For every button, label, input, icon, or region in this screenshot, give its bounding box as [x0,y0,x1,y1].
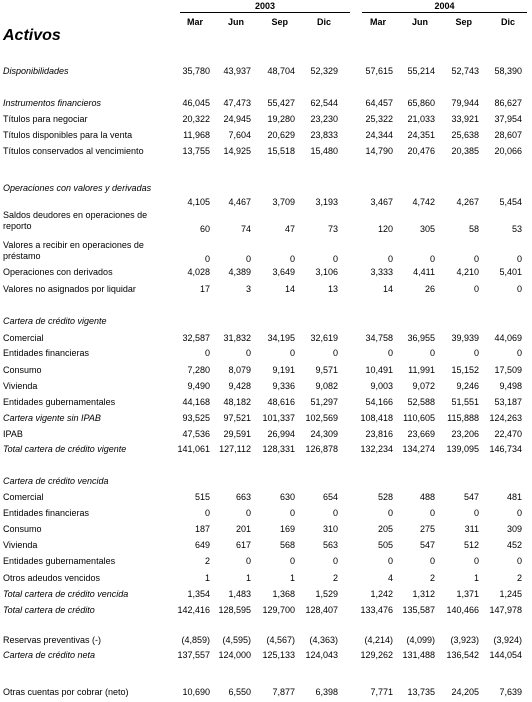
row-value: 617 [235,540,251,550]
row-label: Cartera de crédito neta [3,650,96,660]
month-header-sep-2004: Sep [455,17,472,27]
row-value: 0 [473,284,479,294]
row-value: 9,490 [187,381,210,391]
row-value: 7,604 [228,130,251,140]
row-value: 128,407 [305,605,338,615]
row-value: 10,491 [365,365,393,375]
row-value: 0 [245,254,251,264]
row-label: Otras cuentas por cobrar (neto) [3,687,129,697]
row-value: 1,371 [456,589,479,599]
row-value: 10,690 [182,687,210,697]
row-value: 13,735 [407,687,435,697]
row-value: 0 [473,508,479,518]
row-value: 36,955 [407,333,435,343]
row-value: 1,354 [187,589,210,599]
row-label: Cartera de crédito vencida [3,476,109,486]
row-value: 51,297 [310,397,338,407]
row-value: 515 [194,492,210,502]
row-value: 129,262 [360,650,393,660]
row-value: 52,743 [451,66,479,76]
row-value: 3,709 [272,197,295,207]
row-value: 547 [463,492,479,502]
row-label: Total cartera de crédito vencida [3,589,129,599]
row-value: 65,860 [407,98,435,108]
row-value: 9,072 [412,381,435,391]
row-value: 58 [468,224,479,234]
row-value: 147,978 [489,605,522,615]
row-value: 1,368 [272,589,295,599]
row-value: 46,045 [182,98,210,108]
row-value: 124,000 [218,650,251,660]
row-label: Entidades gubernamentales [3,556,116,566]
row-value: 0 [289,254,295,264]
row-value: (3,924) [493,635,522,645]
row-value: 654 [322,492,338,502]
row-value: 3 [245,284,251,294]
row-value: 34,195 [267,333,295,343]
row-value: 630 [279,492,295,502]
row-value: 47,536 [182,429,210,439]
row-value: 2 [429,573,435,583]
row-value: 32,619 [310,333,338,343]
row-value: 124,043 [305,650,338,660]
row-value: 0 [387,508,393,518]
row-value: 44,069 [494,333,522,343]
row-label: Entidades financieras [3,348,90,358]
row-value: 24,309 [310,429,338,439]
row-value: 3,106 [315,267,338,277]
page-title: Activos [3,27,61,44]
row-value: 58,390 [494,66,522,76]
row-value: 1 [473,573,479,583]
row-value: 5,401 [499,267,522,277]
row-value: 144,054 [489,650,522,660]
row-value: 4,467 [228,197,251,207]
row-value: 3,333 [370,267,393,277]
row-value: 133,476 [360,605,393,615]
row-value: 20,476 [407,146,435,156]
row-value: 55,427 [267,98,295,108]
row-value: 488 [419,492,435,502]
row-value: 7,280 [187,365,210,375]
row-label: Otros adeudos vencidos [3,573,101,583]
row-value: 34,758 [365,333,393,343]
row-value: 124,263 [489,413,522,423]
row-value: 135,587 [402,605,435,615]
row-value: 43,937 [223,66,251,76]
row-value: 0 [387,348,393,358]
row-value: 14 [382,284,393,294]
row-value: 29,591 [223,429,251,439]
month-header-jun-2004: Jun [411,17,428,27]
row-value: 20,629 [267,130,295,140]
row-value: 4,210 [456,267,479,277]
row-label: Reservas preventivas (-) [3,635,102,645]
row-value: 62,544 [310,98,338,108]
row-value: 126,878 [305,444,338,454]
row-value: 23,230 [310,114,338,124]
row-value: 512 [463,540,479,550]
row-value: 9,571 [315,365,338,375]
month-header-dic-2003: Dic [316,17,331,27]
month-header-jun-2003: Jun [227,17,244,27]
row-value: 547 [419,540,435,550]
row-value: 528 [377,492,393,502]
row-value: 0 [387,556,393,566]
row-value: 23,206 [451,429,479,439]
row-value: 7,639 [499,687,522,697]
row-value: 102,569 [305,413,338,423]
row-label: IPAB [3,429,23,439]
row-value: 205 [377,524,393,534]
row-value: 0 [516,556,522,566]
row-value: 24,205 [451,687,479,697]
row-value: 14 [284,284,295,294]
row-value: 22,470 [494,429,522,439]
row-value: 26,994 [267,429,295,439]
row-value: 201 [235,524,251,534]
row-value: 19,280 [267,114,295,124]
row-value: 275 [419,524,435,534]
row-value: 11,968 [183,130,210,140]
row-value: 73 [327,224,338,234]
row-value: 32,587 [182,333,210,343]
row-value: 0 [245,348,251,358]
row-value: 0 [516,284,522,294]
row-value: 7,877 [272,687,295,697]
row-value: 15,518 [267,146,295,156]
row-value: 47 [284,224,295,234]
row-value: 4,105 [187,197,210,207]
row-value: 0 [516,508,522,518]
row-value: 663 [235,492,251,502]
row-value: 23,816 [365,429,393,439]
row-value: 2 [204,556,210,566]
row-value: 13,755 [182,146,210,156]
row-value: (4,099) [406,635,435,645]
row-value: (4,567) [266,635,295,645]
row-value: 11,991 [408,365,435,375]
row-value: 23,669 [407,429,435,439]
row-value: 0 [245,556,251,566]
row-value: 132,234 [360,444,393,454]
row-value: 9,428 [228,381,251,391]
row-label: Entidades gubernamentales [3,397,116,407]
row-label: Comercial [3,333,44,343]
row-value: 31,832 [223,333,251,343]
row-value: 21,033 [407,114,435,124]
row-value: 0 [289,556,295,566]
row-value: 0 [332,508,338,518]
row-value: 74 [240,224,251,234]
row-value: 1,312 [412,589,435,599]
row-value: 14,925 [223,146,251,156]
row-label: Títulos para negociar [3,114,88,124]
row-value: (4,859) [181,635,210,645]
row-value: 79,944 [451,98,479,108]
row-label: Total cartera de crédito [3,605,95,615]
row-value: 26 [424,284,435,294]
row-value: 131,488 [402,650,435,660]
row-value: 9,003 [370,381,393,391]
row-value: 44,168 [182,397,210,407]
row-value: 57,615 [365,66,393,76]
row-value: 3,193 [315,197,338,207]
row-value: 137,557 [177,650,210,660]
row-value: 4,389 [228,267,251,277]
row-value: 0 [429,348,435,358]
row-value: 86,627 [494,98,522,108]
row-value: 3,649 [272,267,295,277]
row-value: 7,771 [370,687,393,697]
row-value: 0 [387,254,393,264]
row-value: 6,550 [228,687,251,697]
row-value: 127,112 [219,444,251,454]
row-value: (4,363) [309,635,338,645]
row-value: 52,588 [407,397,435,407]
row-value: 8,079 [228,365,251,375]
row-value: 20,066 [494,146,522,156]
row-value: 0 [473,556,479,566]
row-value: 146,734 [489,444,522,454]
row-value: 1 [289,573,295,583]
row-label: Valores a recibir en operaciones de préstamo [3,240,144,261]
row-value: 311 [464,524,479,534]
row-value: 5,454 [499,197,522,207]
row-value: 649 [194,540,210,550]
row-value: 0 [429,556,435,566]
month-header-sep-2003: Sep [271,17,288,27]
row-value: 110,605 [403,413,435,423]
row-label: Valores no asignados por liquidar [3,284,136,294]
row-value: 53,187 [494,397,522,407]
row-value: 1,242 [370,589,393,599]
row-value: 0 [516,348,522,358]
row-value: 134,274 [402,444,435,454]
row-label: Operaciones con derivados [3,267,113,277]
row-label: Instrumentos financieros [3,98,102,108]
row-value: 48,182 [223,397,251,407]
row-value: 35,780 [182,66,210,76]
row-label: Total cartera de crédito vigente [3,444,127,454]
row-value: 0 [429,254,435,264]
row-value: 33,921 [451,114,479,124]
row-value: 305 [419,224,435,234]
month-header-mar-2004: Mar [369,17,386,27]
row-value: 0 [204,254,210,264]
row-value: 505 [377,540,393,550]
row-value: 9,246 [456,381,479,391]
row-value: 54,166 [365,397,393,407]
row-value: 0 [473,348,479,358]
row-value: 1 [245,573,251,583]
row-value: 93,525 [182,413,210,423]
year-2003: 2003 [254,1,276,11]
row-label: Títulos disponibles para la venta [3,130,133,140]
row-value: 2 [516,573,522,583]
row-value: 0 [289,508,295,518]
row-value: 3,467 [370,197,393,207]
row-value: 481 [506,492,522,502]
year-2004: 2004 [434,1,455,11]
row-value: 60 [199,224,210,234]
row-value: 4,411 [413,267,435,277]
month-header-mar-2003: Mar [186,17,203,27]
row-value: 4,028 [187,267,210,277]
row-label: Operaciones con valores y derivadas [3,183,152,193]
row-value: 24,351 [407,130,435,140]
row-value: 140,466 [446,605,479,615]
row-label: Saldos deudores en operaciones de reporto [3,210,148,231]
row-label: Comercial [3,492,44,502]
row-value: 0 [245,508,251,518]
row-value: 0 [332,254,338,264]
row-value: 141,061 [177,444,210,454]
row-value: 136,542 [446,650,479,660]
row-value: 28,607 [494,130,522,140]
row-value: 39,939 [451,333,479,343]
row-value: 48,616 [267,397,295,407]
row-label: Disponibilidades [3,66,69,76]
row-value: 24,344 [365,130,393,140]
row-value: 1,245 [499,589,522,599]
row-value: 125,133 [262,650,295,660]
row-value: 139,095 [446,444,479,454]
row-value: 1,529 [315,589,338,599]
row-value: 0 [204,348,210,358]
row-value: 9,498 [499,381,522,391]
row-value: 452 [506,540,522,550]
row-value: 1 [204,573,210,583]
row-value: 0 [332,348,338,358]
row-label: Títulos conservados al vencimiento [3,146,144,156]
row-value: 13 [327,284,338,294]
row-value: 568 [279,540,295,550]
row-value: 47,473 [223,98,251,108]
row-value: 120 [377,224,393,234]
row-value: 24,945 [223,114,251,124]
row-value: 0 [289,348,295,358]
row-label: Cartera vigente sin IPAB [3,413,101,423]
row-value: 15,152 [451,365,479,375]
row-value: 101,337 [262,413,295,423]
row-value: 25,638 [451,130,479,140]
row-value: 9,082 [315,381,338,391]
row-value: 2 [332,573,338,583]
row-value: 14,790 [365,146,393,156]
row-value: 9,191 [272,365,295,375]
row-value: 4 [387,573,393,583]
row-value: 53 [511,224,522,234]
row-value: (4,214) [364,635,393,645]
row-value: 0 [332,556,338,566]
row-value: 1,483 [228,589,251,599]
row-value: 187 [194,524,210,534]
row-value: 17 [199,284,210,294]
row-value: 9,336 [272,381,295,391]
row-label: Entidades financieras [3,508,90,518]
row-value: 128,595 [218,605,251,615]
row-value: (4,595) [222,635,251,645]
row-value: 309 [506,524,522,534]
row-label: Consumo [3,524,42,534]
row-value: 25,322 [365,114,393,124]
row-value: 23,833 [310,130,338,140]
row-label: Cartera de crédito vigente [3,316,107,326]
row-label: Consumo [3,365,42,375]
row-value: 4,267 [456,197,479,207]
row-value: 108,418 [360,413,393,423]
row-value: 20,385 [451,146,479,156]
row-value: 97,521 [223,413,251,423]
row-value: 142,416 [177,605,210,615]
row-value: 115,888 [447,413,479,423]
row-value: 128,331 [262,444,295,454]
row-value: 0 [473,254,479,264]
month-header-dic-2004: Dic [500,17,515,27]
row-value: 169 [279,524,295,534]
row-value: 15,480 [310,146,338,156]
row-value: 6,398 [315,687,338,697]
row-value: 563 [322,540,338,550]
row-value: 37,954 [494,114,522,124]
row-value: 64,457 [365,98,393,108]
row-value: 310 [322,524,338,534]
row-value: 129,700 [262,605,295,615]
row-value: 20,322 [182,114,210,124]
row-value: 0 [204,508,210,518]
row-value: 55,214 [407,66,435,76]
row-label: Vivienda [3,381,38,391]
row-value: 4,742 [412,197,435,207]
row-value: (3,923) [450,635,479,645]
row-value: 0 [516,254,522,264]
row-label: Vivienda [3,540,38,550]
row-value: 51,551 [451,397,479,407]
row-value: 17,509 [494,365,522,375]
row-value: 52,329 [310,66,338,76]
row-value: 48,704 [267,66,295,76]
row-value: 0 [429,508,435,518]
